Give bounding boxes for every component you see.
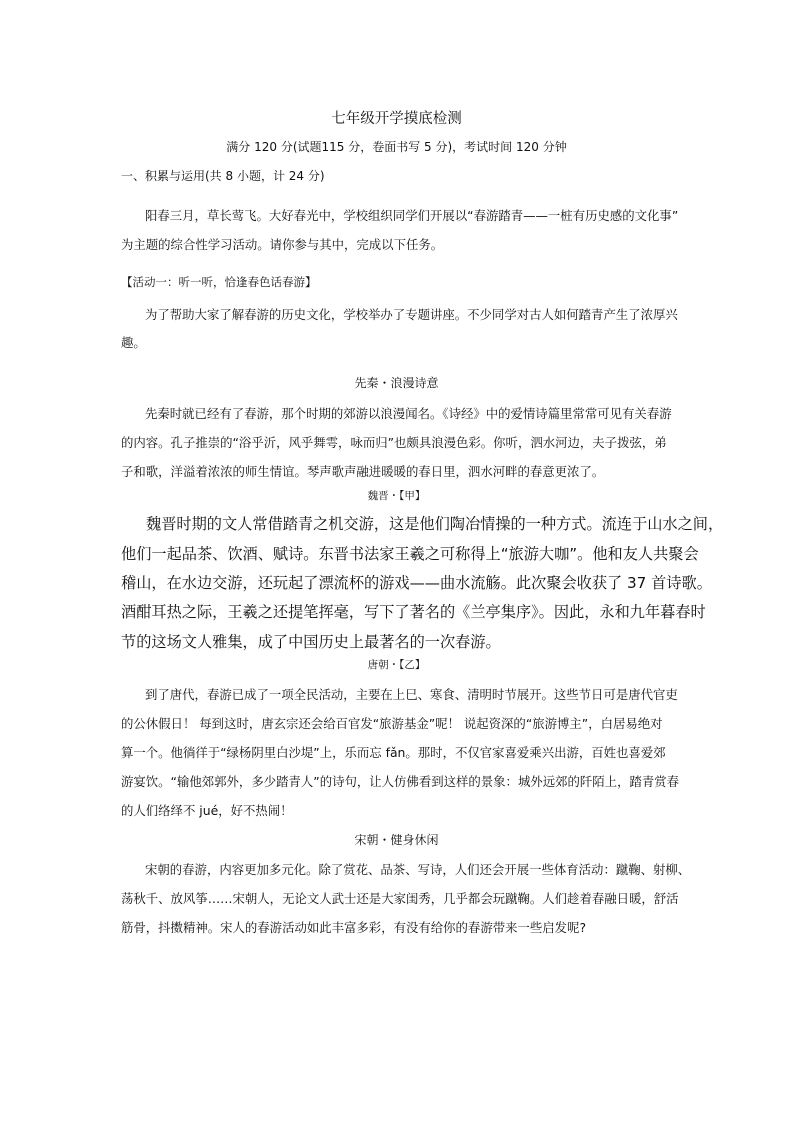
- xianqin-line: 的内容。孔子推崇的“浴乎沂，风乎舞雩，咏而归”也颇具浪漫色彩。你听，泗水河边，夫子拨弦，弟: [121, 435, 667, 450]
- song-line: 筋骨，抖擞精神。宋人的春游活动如此丰富多彩，有没有给你的春游带来一些启发呢?: [121, 920, 587, 935]
- activity-paragraph-line: 为了帮助大家了解春游的历史文化，学校举办了专题讲座。不少同学对古人如何踏青产生了浓厚兴: [145, 307, 678, 322]
- subheading-tang: 唐朝・【乙】: [367, 659, 426, 671]
- xianqin-line: 子和歌，洋溢着浓浓的师生情谊。琴声歌声融进暖暖的春日里，泗水河畔的春意更浓了。: [121, 464, 605, 479]
- weijin-line: 魏晋时期的文人常借踏青之机交游，这是他们陶冶情操的一种方式。流连于山水之间，: [146, 515, 724, 533]
- tang-line: 的公休假日！ 每到这时，唐玄宗还会给百官发“旅游基金”呢！ 说起资深的“旅游博主”，白居易绝对: [121, 716, 663, 731]
- tang-line: 游宴饮。“输他郊郭外，多少踏青人”的诗句，让人仿佛看到这样的景象：城外远郊的阡陌上，踏青赏春: [121, 774, 680, 789]
- tang-line: 的人们络绎不 jué，好不热闹！: [121, 803, 293, 818]
- weijin-line: 节的这场文人雅集，成了中国历史上最著名的一次春游。: [121, 633, 501, 651]
- song-line: 宋朝的春游，内容更加多元化。除了赏花、品茶、写诗，人们还会开展一些体育活动：蹴鞠、射柳、: [145, 862, 691, 877]
- tang-line: 到了唐代，春游已成了一项全民活动，主要在上巳、寒食、清明时节展开。这些节日可是唐代官吏: [145, 687, 678, 702]
- weijin-line: 稽山，在水边交游，还玩起了漂流杯的游戏——曲水流觞。此次聚会收获了 37 首诗歌。: [121, 574, 712, 592]
- tang-line: 算一个。他徜徉于“绿杨阴里白沙堤”上，乐而忘 fǎn。那时，不仅官家喜爱乘兴出游，百姓也喜爱郊: [121, 745, 666, 760]
- subheading-xianqin: 先秦・浪漫诗意: [354, 376, 439, 390]
- activity-paragraph-line: 趣。: [121, 335, 146, 350]
- subheading-song: 宋朝・健身休闲: [354, 833, 439, 847]
- song-line: 荡秋千、放风筝……宋朝人，无论文人武士还是大家闺秀，几乎都会玩蹴鞠。人们趁着春融日暖，舒活: [121, 891, 679, 906]
- intro-line: 为主题的综合性学习活动。请你参与其中，完成以下任务。: [121, 237, 444, 252]
- page-title: 七年级开学摸底检测: [331, 111, 462, 127]
- xianqin-line: 先秦时就已经有了春游，那个时期的郊游以浪漫闻名。《诗经》中的爱情诗篇里常常可见有关春游: [145, 406, 672, 421]
- section-heading: 一、积累与运用(共 8 小题，计 24 分): [121, 169, 325, 183]
- weijin-line: 他们一起品茶、饮酒、赋诗。东晋书法家王羲之可称得上“旅游大咖”。他和友人共聚会: [121, 545, 699, 563]
- subheading-weijin: 魏晋・【甲】: [367, 490, 426, 502]
- weijin-line: 酒酣耳热之际，王羲之还提笔挥毫，写下了著名的《兰亭集序》。因此，永和九年暮春时: [121, 603, 706, 621]
- intro-line: 阳春三月，草长莺飞。大好春光中，学校组织同学们开展以“春游踏青——一桩有历史感的文化事”: [145, 208, 679, 223]
- exam-info: 满分 120 分(试题115 分，卷面书写 5 分)，考试时间 120 分钟: [226, 140, 567, 154]
- activity-heading: 【活动一：听一听，恰逢春色话春游】: [121, 275, 317, 289]
